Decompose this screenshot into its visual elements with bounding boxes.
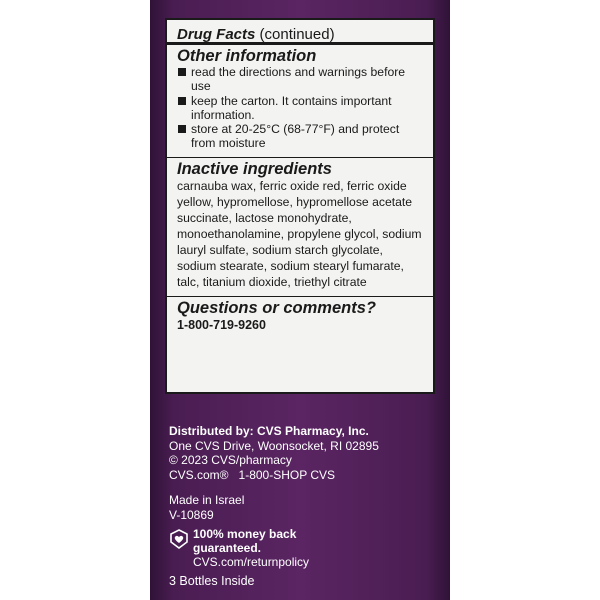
money-back-text — [193, 528, 309, 569]
inactive-ingredients-title: Inactive ingredients — [177, 159, 332, 178]
other-info-item: keep the carton. It contains important information. — [177, 94, 424, 123]
inactive-ingredients-text: carnauba wax, ferric oxide red, ferric oxide yellow, hypromellose, hypromellose acetate succinate, lactose monohydrate, monoethanolamine, propylene glycol, sodium lauryl sulfate, sodium starch glycolate, sodium stearate, sodium stearyl fumarate, talc, titanium dioxide, triethyl citrate — [177, 178, 422, 290]
contact-line: CVS.com® 1-800-SHOP CVS — [169, 467, 336, 482]
section-divider — [167, 296, 433, 297]
drug-facts-continued: (continued) — [255, 26, 335, 43]
other-info-title: Other information — [177, 47, 317, 65]
made-in: Made in Israel — [169, 493, 245, 507]
product-package — [150, 0, 450, 600]
money-back-block — [169, 528, 309, 569]
drug-facts-header — [167, 20, 433, 45]
origin-block — [169, 493, 244, 522]
drug-facts-title: Drug Facts — [177, 26, 256, 43]
other-info-item: read the directions and warnings before use — [177, 65, 424, 94]
questions-phone: 1-800-719-9260 — [177, 318, 266, 333]
distributor-address: One CVS Drive, Woonsocket, RI 02895 — [169, 438, 379, 453]
guaranteed-line: guaranteed. — [193, 540, 262, 555]
drug-facts-panel — [165, 18, 435, 394]
other-info-item: store at 20-25°C (68-77°F) and protect from moisture — [177, 122, 424, 151]
copyright: © 2023 CVS/pharmacy — [169, 453, 292, 468]
questions-title: Questions or comments? — [177, 299, 376, 318]
return-policy-url: CVS.com/returnpolicy — [193, 554, 310, 569]
money-back-line: 100% money back — [193, 527, 297, 541]
heart-icon — [169, 528, 189, 550]
section-divider — [167, 157, 433, 158]
bottles-count: 3 Bottles Inside — [169, 574, 255, 588]
product-code: V-10869 — [169, 507, 214, 522]
distributor-block — [169, 424, 439, 482]
distributor-line: Distributed by: CVS Pharmacy, Inc. — [169, 424, 369, 438]
